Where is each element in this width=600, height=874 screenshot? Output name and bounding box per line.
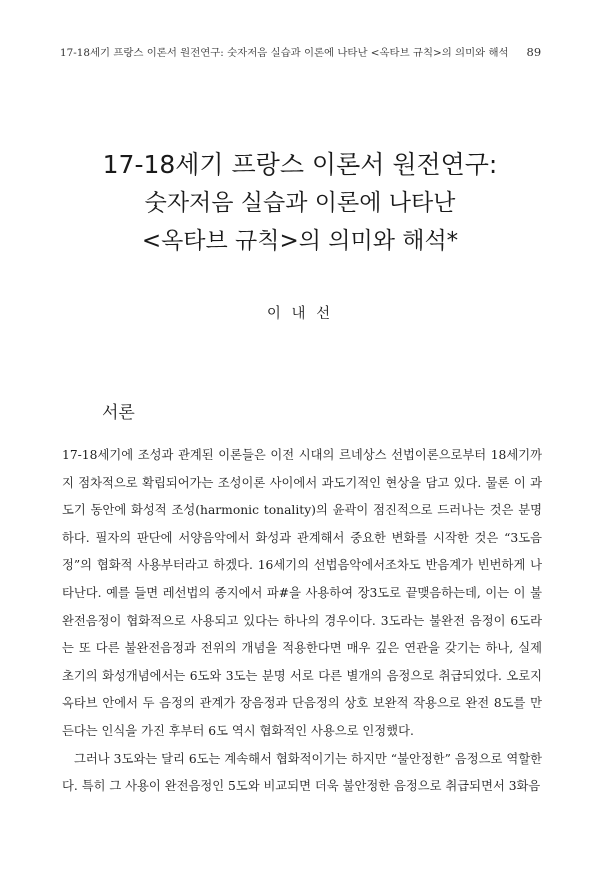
author-name: 이 내 선 [266,306,334,322]
title-line-1: 17-18세기 프랑스 이론서 원전연구: [102,150,498,179]
body-text [62,442,542,801]
paragraph-1: 17-18세기에 조성과 관계된 이론들은 이전 시대의 르네상스 선법이론으로부터 18세기까지 점차적으로 확립되어가는 조성이론 사이에서 과도기적인 현상을 담고 있다. 물론 이 과도기 동안에 화성적 조성(harmonic tonality)의 윤곽이 점진적으로 드러나는 것은 분명하다. 필자의 판단에 서양음악에서 화성과 관계해서 중요한 변화를 시작한 것은 “3도음정”의 협화적 사용부터라고 하겠다. 16세기의 선법음악에서조차도 반음계가 빈번하게 나타난다. 예를 들면 레선법의 종지에서 파#을 사용하여 장3도로 끝맺음하는데, 이는 이 불완전음정이 협화적으로 사용되고 있다는 하나의 경우이다. 3도라는 불완전 음정이 6도라는 또 다른 불완전음정과 전위의 개념을 적용한다면 매우 깊은 연관을 갖기는 하나, 실제 초기의 화성개념에서는 6도와 3도는 분명 서로 다른 별개의 음정으로 취급되었다. 오로지 옥타브 안에서 두 음정의 관계가 장음정과 단음정의 상호 보완적 작용으로 완전 8도를 만든다는 인식을 가진 후부터 6도 역시 협화적인 사용으로 인정했다. [62,448,542,738]
article-title [0,146,600,260]
running-head-text: 17-18세기 프랑스 이론서 원전연구: 숫자저음 실습과 이론에 나타난 <옥타브 규칙>의 의미와 해석 [60,47,509,59]
title-line-3: <옥타브 규칙>의 의미와 해석* [141,228,459,254]
paragraph-2: 그러나 3도와는 달리 6도는 계속해서 협화적이기는 하지만 “불안정한” 음정으로 역할한다. 특히 그 사용이 완전음정인 5도와 비교되면 더욱 불안정한 음정으로 취급되면서 3화음 [62,751,542,794]
page-number: 89 [526,45,542,59]
title-line-2: 숫자저음 실습과 이론에 나타난 [144,190,456,216]
section-heading: 서론 [102,403,135,423]
running-head [60,44,540,59]
